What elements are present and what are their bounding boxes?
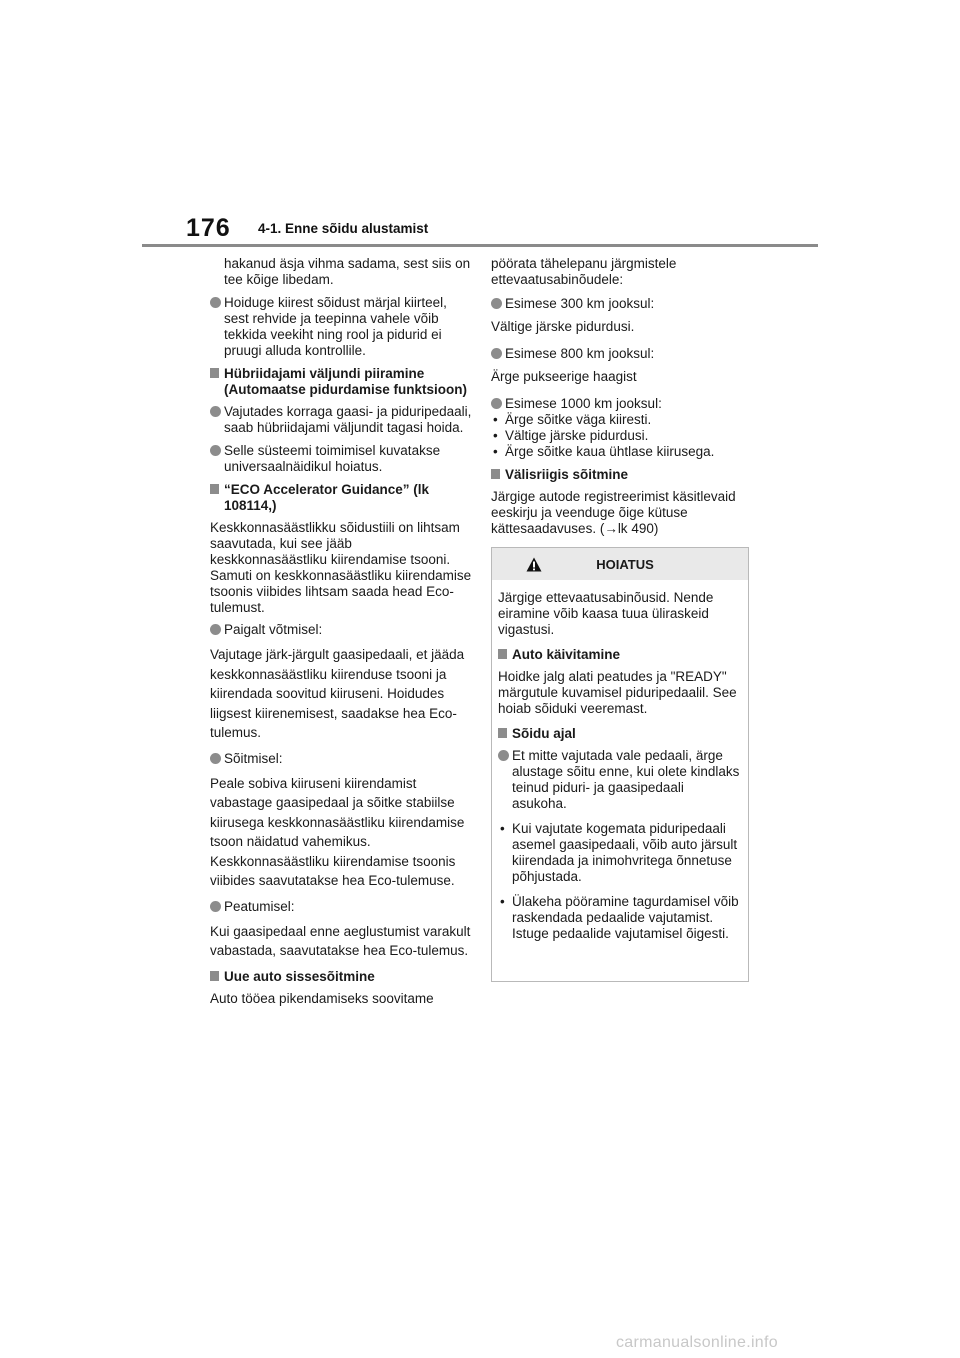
list-item: • Kui vajutate kogemata piduripedaali asemel gaasipedaali, võib auto järsult kiirendada ja inimohvritega õnnetuse põhjustada. <box>500 821 738 884</box>
circle-bullet-icon <box>210 297 221 308</box>
left-column <box>210 256 472 1013</box>
bullet-soitmisel <box>210 751 472 767</box>
watermark: carmanualsonline.info <box>616 1334 778 1351</box>
bullet-text: Vajutades korraga gaasi- ja piduripedaali, saab hübriidajami väljundit tagasi hoida. <box>224 404 472 435</box>
header-divider <box>142 244 818 247</box>
paragraph-eco: Keskkonnasäästlikku sõidustiili on lihtsam saavutada, kui see jääb keskkonnasäästliku kiirendamise tsooni. Samuti on keskkonnasäästliku kiirendamise tsoonis viibides lihtsam saada head Eco-tulemust. <box>210 520 472 615</box>
bullet-text: Et mitte vajutada vale pedaali, ärge alustage sõitu enne, kui olete kindlaks teinud piduri- ja gaasipedaali asukoha. <box>512 748 740 811</box>
square-heading-icon <box>491 469 500 479</box>
paragraph-300km: Vältige järske pidurdusi. <box>491 319 635 334</box>
heading-hybrid-output <box>210 366 472 398</box>
heading-text: Sõidu ajal <box>512 726 576 741</box>
bullet-text: Hoiduge kiirest sõidust märjal kiirteel, sest rehvide ja teepinna vahele võib tekkida veekiht ning rool ja pidurid ei pruugi alluda kontrollile. <box>224 295 447 358</box>
warning-title: HOIATUS <box>596 556 654 572</box>
square-heading-icon <box>498 649 507 659</box>
bullet-text: Esimese 1000 km jooksul: <box>505 396 662 411</box>
paragraph-new-car: Auto tööea pikendamiseks soovitame <box>210 990 434 1006</box>
bullet-pedal <box>498 748 742 812</box>
bullet-text: Esimese 800 km jooksul: <box>505 346 655 361</box>
circle-bullet-icon <box>210 406 221 417</box>
heading-text: Välisriigis sõitmine <box>505 467 629 482</box>
circle-bullet-icon <box>491 398 502 409</box>
page-number: 176 <box>186 214 231 242</box>
heading-text: Uue auto sissesõitmine <box>224 968 375 984</box>
heading-while-driving <box>498 726 742 742</box>
bullet-text: Sõitmisel: <box>224 750 283 766</box>
square-heading-icon <box>498 728 507 738</box>
warning-body <box>492 580 748 942</box>
square-heading-icon <box>210 368 219 378</box>
warning-header <box>492 548 748 580</box>
paragraph-abroad: Järgige autode registreerimist käsitlevaid eeskirju ja veenduge õige kütuse kättesaadavuses. (→lk 490) <box>491 489 736 536</box>
heading-abroad <box>491 467 753 483</box>
heading-text: Auto käivitamine <box>512 647 621 662</box>
circle-bullet-icon <box>210 624 221 635</box>
section-title: 4-1. Enne sõidu alustamist <box>258 221 429 236</box>
warning-triangle-icon <box>526 557 542 572</box>
heading-starting <box>498 647 742 663</box>
list-item: • Ärge sõitke väga kiiresti. <box>493 412 652 427</box>
paragraph-paigalt: Vajutage järk-järgult gaasipedaali, et jääda keskkonnasäästliku kiirenduse tsooni ja kiirendada soovitud kiiruseni. Hoidudes liigsest kiirenemisest, saadakse hea Eco-tulemus. <box>210 647 465 740</box>
paragraph-peatumisel: Kui gaasipedaal enne aeglustumist varakult vabastada, saavutatakse hea Eco-tulemus. <box>210 923 471 958</box>
bullet-text: Esimese 300 km jooksul: <box>505 296 655 311</box>
square-heading-icon <box>210 971 219 981</box>
bullet-vajutades <box>210 404 472 436</box>
paragraph-soitmisel: Peale sobiva kiiruseni kiirendamist vabastage gaasipedaal ja sõitke stabiilse kiirusega keskkonnasäästliku kiirendamise tsoon näidatud vahemikus. Keskkonnasäästliku kiirendamise tsoonis viibides saavutatakse hea Eco-tulemuse. <box>210 775 465 888</box>
bullet-paigalt <box>210 622 472 638</box>
bullet-hoiduge <box>210 295 472 359</box>
list-item: • Ärge sõitke kaua ühtlase kiirusega. <box>493 444 715 459</box>
bullet-300km <box>491 296 753 312</box>
bullet-800km <box>491 346 753 362</box>
circle-bullet-icon <box>210 753 221 764</box>
circle-bullet-icon <box>498 750 509 761</box>
bullet-1000km <box>491 396 753 412</box>
paragraph-800km: Ärge pukseerige haagist <box>491 369 637 384</box>
paragraph-cont: pöörata tähelepanu järgmistele ettevaatusabinõudele: <box>491 256 677 287</box>
circle-bullet-icon <box>491 298 502 309</box>
heading-text: Hübriidajami väljundi piiramine (Automaatse pidurdamise funktsioon) <box>224 366 468 397</box>
heading-text: “ECO Accelerator Guidance” (lk 108114,) <box>224 482 430 513</box>
bullet-text: Peatumisel: <box>224 898 295 914</box>
right-column <box>491 256 753 543</box>
list-1000km <box>491 412 753 460</box>
square-heading-icon <box>210 484 219 494</box>
heading-new-car <box>210 969 472 985</box>
bullet-text: Selle süsteemi toimimisel kuvatakse universaalnäidikul hoiatus. <box>224 443 441 474</box>
bullet-peatumisel <box>210 899 472 915</box>
bullet-selle <box>210 443 472 475</box>
circle-bullet-icon <box>491 348 502 359</box>
list-item: • Ülakeha pööramine tagurdamisel võib raskendada pedaalide vajutamist. Istuge pedaalide vajutamisel õigesti. <box>500 894 739 941</box>
paragraph-starting: Hoidke jalg alati peatudes ja "READY" märgutule kuvamisel piduripedaalil. See hoiab sõiduki veeremast. <box>498 669 737 716</box>
circle-bullet-icon <box>210 901 221 912</box>
list-item: • Vältige järske pidurdusi. <box>493 428 649 443</box>
circle-bullet-icon <box>210 445 221 456</box>
bullet-text: Paigalt võtmisel: <box>224 622 323 637</box>
paragraph-intro-cont: hakanud äsja vihma sadama, sest siis on tee kõige libedam. <box>224 256 471 287</box>
warning-intro: Järgige ettevaatusabinõusid. Nende eiramine võib kaasa tuua üliraskeid vigastusi. <box>498 590 714 637</box>
warning-box <box>491 547 749 982</box>
heading-eco-guidance <box>210 482 472 514</box>
